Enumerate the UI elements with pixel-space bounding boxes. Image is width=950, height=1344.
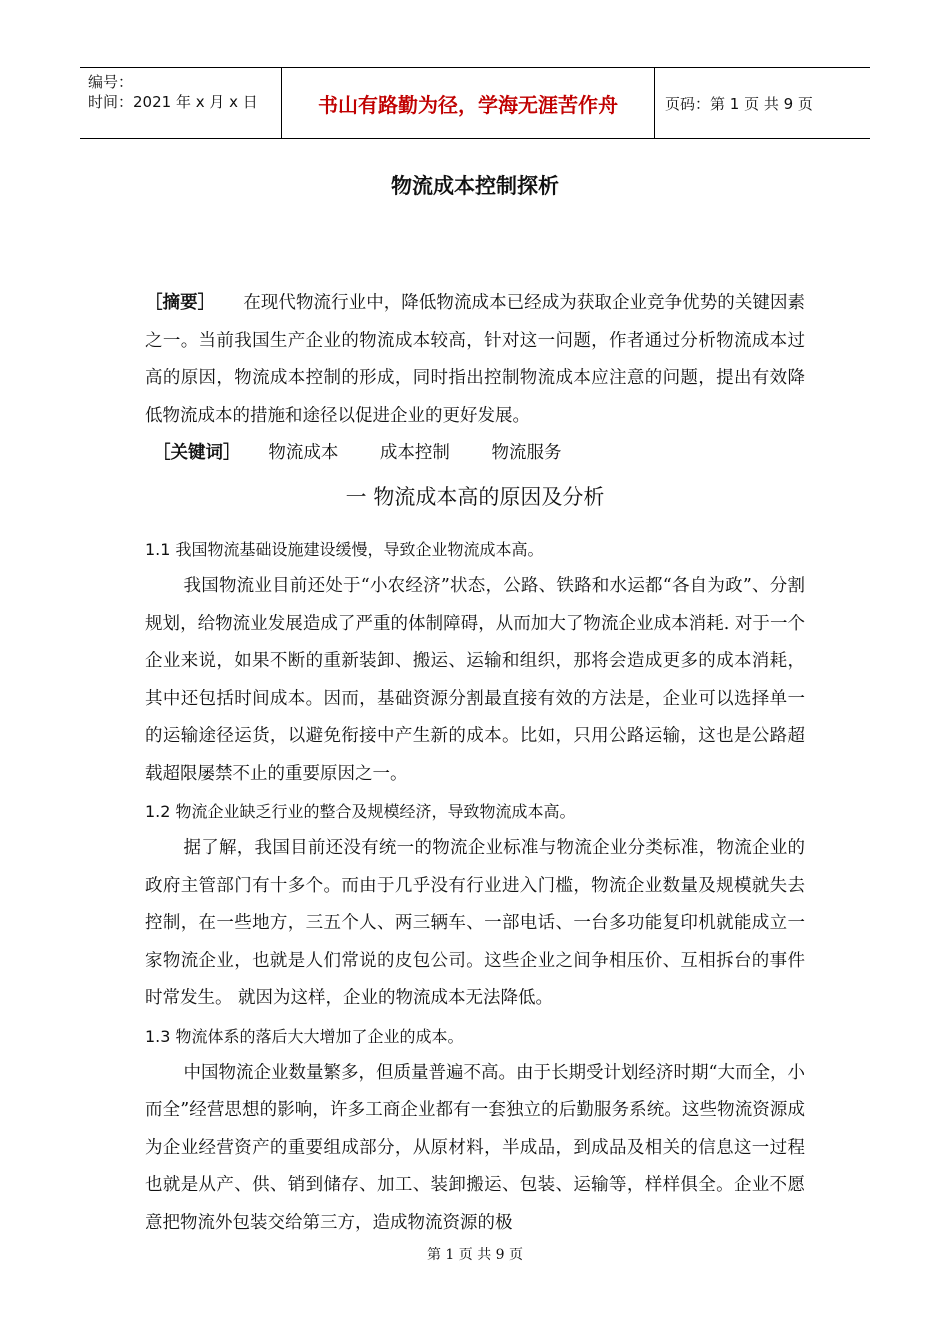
keywords-label: ［关键词］ [153, 443, 241, 463]
keyword-item: 物流服务 [491, 443, 562, 463]
paragraph: 我国物流业目前还处于“小农经济”状态，公路、铁路和水运都“各自为政”、分割规划，给物流业发展造成了严重的体制障碍，从而加大了物流企业成本消耗. 对于一个企业来说，如果不断的重新装卸、搬运、运输和组织，那将会造成更多的成本消耗，其中还包括时间成本。因而，基础资源分割最直接有效的方法是，企业可以选择单一的运输途径运货，以避免衔接中产生新的成本。比如，只用公路运输，这也是公路超载超限屡禁不止的重要原因之一。 [145, 576, 805, 784]
header-table [80, 67, 870, 139]
header-info-cell [80, 68, 281, 138]
abstract-block [145, 285, 805, 473]
subsection-heading: 1.1 我国物流基础设施建设缓慢，导致企业物流成本高。 [145, 540, 544, 559]
page-footer: 第 1 页 共 9 页 [426, 1247, 524, 1263]
keyword-item: 物流成本 [268, 443, 339, 463]
motto: 书山有路勤为径，学海无涯苦作舟 [281, 68, 655, 138]
page-code: 页码：第 1 页 共 9 页 [665, 94, 813, 113]
paragraph: 据了解，我国目前还没有统一的物流企业标准与物流企业分类标准，物流企业的政府主管部门有十多个。而由于几乎没有行业进入门槛，物流企业数量及规模就失去控制，在一些地方，三五个人、两三辆车、一部电话、一台多功能复印机就能成立一家物流企业，也就是人们常说的皮包公司。这些企业之间争相压价、互相拆台的事件时常发生。 就因为这样，企业的物流成本无法降低。 [145, 838, 805, 1008]
number-label: 编号： [88, 73, 134, 91]
keywords-line [145, 435, 805, 473]
page-title: 物流成本控制探析 [391, 174, 559, 198]
section-heading: 一 物流成本高的原因及分析 [345, 485, 605, 509]
abstract-label: ［摘要］ [145, 293, 216, 313]
subsection-heading: 1.3 物流体系的落后大大增加了企业的成本。 [145, 1026, 464, 1046]
date-label: 时间：2021 年 x 月 x 日 [88, 93, 258, 111]
paragraph: 中国物流企业数量繁多，但质量普遍不高。由于长期受计划经济时期“大而全，小而全”经营思想的影响，许多工商企业都有一套独立的后勤服务系统。这些物流资源成为企业经营资产的重要组成部分，从原材料，半成品，到成品及相关的信息这一过程也就是从产、供、销到储存、加工、装卸搬运、包装、运输等，样样俱全。企业不愿意把物流外包装交给第三方，造成物流资源的极 [145, 1062, 805, 1233]
subsection-heading: 1.2 物流企业缺乏行业的整合及规模经济，导致物流成本高。 [145, 802, 576, 821]
section-body [145, 531, 805, 1242]
abstract-text: 在现代物流行业中，降低物流成本已经成为获取企业竞争优势的关键因素之一。当前我国生产企业的物流成本较高，针对这一问题，作者通过分析物流成本过高的原因，物流成本控制的形成，同时指出控制物流成本应注意的问题，提出有效降低物流成本的措施和途径以促进企业的更好发展。 [145, 293, 805, 426]
keyword-item: 成本控制 [379, 443, 450, 463]
